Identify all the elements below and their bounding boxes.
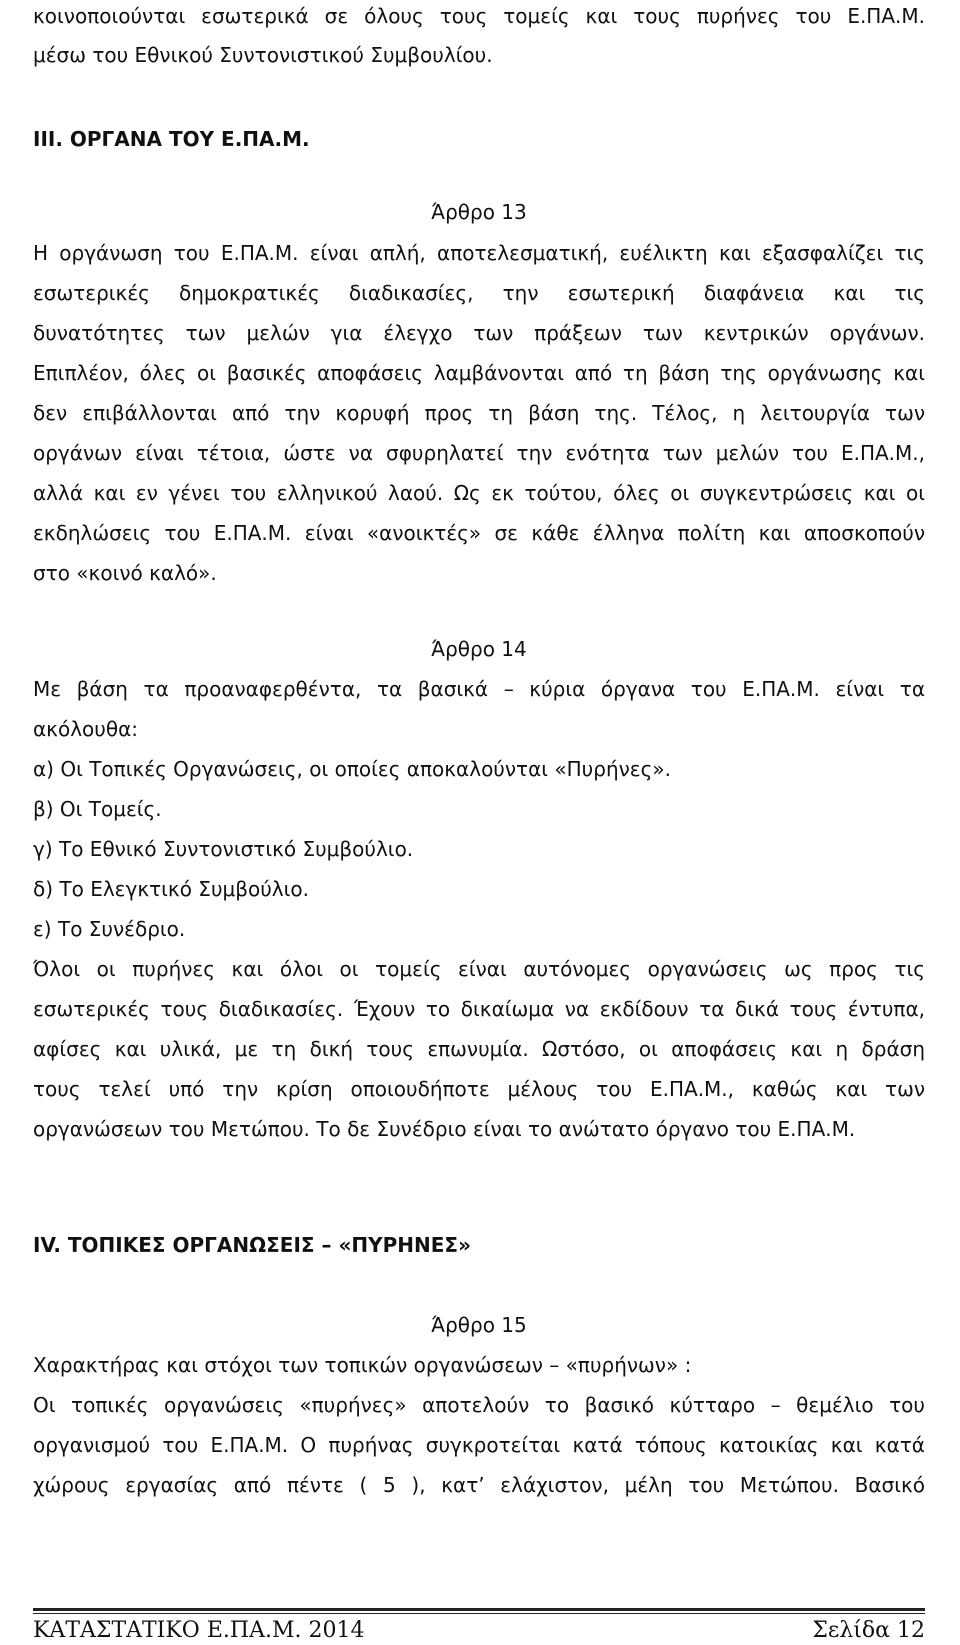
article-13-line: δυνατότητες των μελών για έλεγχο των πράξεων των κεντρικών οργάνων.	[33, 321, 925, 345]
article-13-line: Η οργάνωση του Ε.ΠΑ.Μ. είναι απλή, αποτελεσματική, ευέλικτη και εξασφαλίζει τις	[33, 241, 925, 265]
article-14-closing-line: αφίσες και υλικά, με τη δική τους επωνυμία. Ωστόσο, οι αποφάσεις και η δράση	[33, 1037, 925, 1061]
article-15-line: οργανισμού του Ε.ΠΑ.Μ. Ο πυρήνας συγκροτείται κατά τόπους κατοικίας και κατά	[33, 1433, 925, 1457]
intro-line-2: μέσω του Εθνικού Συντονιστικού Συμβουλίου.	[33, 43, 493, 67]
footer-rule	[33, 1608, 925, 1611]
article-14-closing-line: τους τελεί υπό την κρίση οποιουδήποτε μέλους του Ε.ΠΑ.Μ., καθώς και των	[33, 1077, 925, 1101]
article-13-line: αλλά και εν γένει του ελληνικού λαού. Ως εκ τούτου, όλες οι συγκεντρώσεις και οι	[33, 481, 925, 505]
article-13-line: εκδηλώσεις του Ε.ΠΑ.Μ. είναι «ανοικτές» σε κάθε έλληνα πολίτη και αποσκοπούν	[33, 521, 925, 545]
article-14-list-item: ε) Το Συνέδριο.	[33, 917, 186, 941]
article-14-list-item: α) Οι Τοπικές Οργανώσεις, οι οποίες αποκαλούνται «Πυρήνες».	[33, 757, 671, 781]
article-14-list-item: δ) Το Ελεγκτικό Συμβούλιο.	[33, 877, 310, 901]
article-13-line: δεν επιβάλλονται από την κορυφή προς τη βάση της. Τέλος, η λειτουργία των	[33, 401, 925, 425]
section-4-heading: IV. ΤΟΠΙΚΕΣ ΟΡΓΑΝΩΣΕΙΣ – «ΠΥΡΗΝΕΣ»	[33, 1233, 472, 1257]
article-14-closing-line: οργανώσεων του Μετώπου. Το δε Συνέδριο είναι το ανώτατο όργανο του Ε.ΠΑ.Μ.	[33, 1117, 856, 1141]
article-14-intro-line: Με βάση τα προαναφερθέντα, τα βασικά – κύρια όργανα του Ε.ΠΑ.Μ. είναι τα	[33, 677, 925, 701]
article-15-line: χώρους εργασίας από πέντε ( 5 ), κατ’ ελάχιστον, μέλη του Μετώπου. Βασικό	[33, 1473, 925, 1497]
article-15-line: Χαρακτήρας και στόχοι των τοπικών οργανώσεων – «πυρήνων» :	[33, 1353, 692, 1377]
article-13-line: Επιπλέον, όλες οι βασικές αποφάσεις λαμβάνονται από τη βάση της οργάνωσης και	[33, 361, 925, 385]
section-3-heading: ΙΙΙ. ΟΡΓΑΝΑ ΤΟΥ Ε.ΠΑ.Μ.	[33, 127, 310, 151]
intro-line-1: κοινοποιούνται εσωτερικά σε όλους τους τομείς και τους πυρήνες του Ε.ΠΑ.Μ.	[33, 4, 925, 28]
article-15-line: Οι τοπικές οργανώσεις «πυρήνες» αποτελούν το βασικό κύτταρο – θεμέλιο του	[33, 1393, 925, 1417]
article-14-intro-line: ακόλουθα:	[33, 717, 139, 741]
article-14-list-item: β) Οι Τομείς.	[33, 797, 162, 821]
footer-document-title: ΚΑΤΑΣΤΑΤΙΚΟ Ε.ΠΑ.Μ. 2014	[33, 1618, 365, 1643]
article-13-line: εσωτερικές δημοκρατικές διαδικασίες, την εσωτερική διαφάνεια και τις	[33, 281, 925, 305]
article-14-list-item: γ) Το Εθνικό Συντονιστικό Συμβούλιο.	[33, 837, 414, 861]
footer-rule-thin	[33, 1613, 925, 1614]
article-14-closing-line: εσωτερικές τους διαδικασίες. Έχουν το δικαίωμα να εκδίδουν τα δικά τους έντυπα,	[33, 997, 925, 1021]
article-14-closing-line: Όλοι οι πυρήνες και όλοι οι τομείς είναι αυτόνομες οργανώσεις ως προς τις	[33, 957, 925, 981]
article-14-title: Άρθρο 14	[431, 637, 527, 661]
footer-page-number: Σελίδα 12	[812, 1618, 925, 1643]
article-13-line: οργάνων είναι τέτοια, ώστε να σφυρηλατεί την ενότητα των μελών του Ε.ΠΑ.Μ.,	[33, 441, 925, 465]
article-15-title: Άρθρο 15	[431, 1313, 527, 1337]
article-13-title: Άρθρο 13	[431, 200, 527, 224]
article-13-line: στο «κοινό καλό».	[33, 561, 217, 585]
